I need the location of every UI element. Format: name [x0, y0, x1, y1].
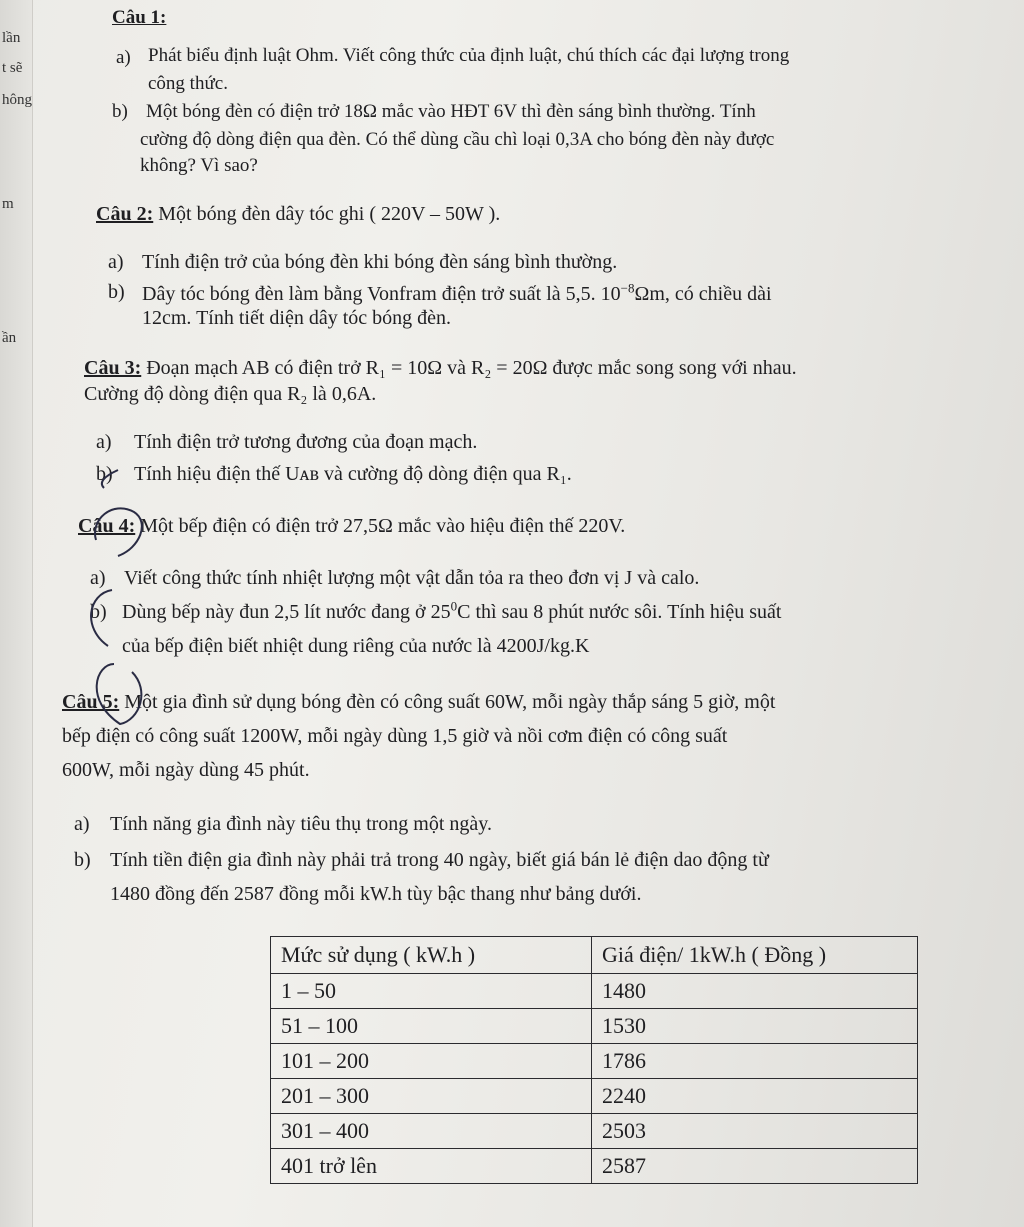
item-text: Tính năng gia đình này tiêu thụ trong một ngày.	[110, 813, 492, 835]
margin-fragment: ần	[2, 330, 17, 346]
table-row	[271, 1114, 918, 1149]
question-title: Câu 4:	[78, 515, 136, 537]
margin-fragment: t sẽ	[2, 60, 23, 76]
question-intro-text: 600W, mỗi ngày dùng 45 phút.	[62, 759, 310, 781]
table-row	[271, 1149, 918, 1184]
table-cell: 1 – 50	[271, 974, 592, 1009]
item-label: a)	[74, 813, 90, 835]
table-cell: 1786	[592, 1044, 918, 1079]
item-text: Viết công thức tính nhiệt lượng một vật dẫn tỏa ra theo đơn vị J và calo.	[124, 567, 700, 589]
question-intro-text: Cường độ dòng điện qua R₂ là 0,6A.	[84, 383, 377, 405]
table-row	[271, 1044, 918, 1079]
item-label: b)	[108, 281, 125, 303]
question-title: Câu 5:	[62, 691, 120, 713]
table-row	[271, 974, 918, 1009]
item-label: a)	[108, 251, 124, 273]
item-text-part: C thì sau 8 phút nước sôi. Tính hiệu suất	[457, 601, 782, 623]
margin-fragment: lần	[2, 30, 21, 46]
item-label: b)	[96, 463, 113, 485]
question-intro	[84, 356, 797, 380]
item-text: Tính điện trở của bóng đèn khi bóng đèn sáng bình thường.	[142, 251, 618, 273]
table-cell: 2240	[592, 1079, 918, 1114]
price-table	[270, 936, 918, 1184]
question-intro	[78, 514, 625, 538]
question-title: Câu 3:	[84, 357, 142, 379]
item-text-part: Dùng bếp này đun 2,5 lít nước đang ở 25	[122, 601, 451, 623]
table-header-cell: Giá điện/ 1kW.h ( Đồng )	[592, 937, 918, 974]
item-text-part: Dây tóc bóng đèn làm bằng Vonfram điện trở suất là 5,5. 10	[142, 283, 621, 305]
table-header-cell: Mức sử dụng ( kW.h )	[271, 937, 592, 974]
item-text: Một bóng đèn có điện trở 18Ω mắc vào HĐT 6V thì đèn sáng bình thường. Tính	[146, 101, 756, 122]
price-table-grid	[270, 936, 918, 1184]
item-text: Tính hiệu điện thế Uᴀʙ và cường độ dòng điện qua R₁.	[134, 463, 572, 485]
left-margin-strip	[0, 0, 33, 1227]
item-label: a)	[116, 47, 131, 68]
table-cell: 1530	[592, 1009, 918, 1044]
table-cell: 2503	[592, 1114, 918, 1149]
item-text: 1480 đồng đến 2587 đồng mỗi kW.h tùy bậc thang như bảng dưới.	[110, 883, 642, 905]
question-intro-text: Một gia đình sử dụng bóng đèn có công suất 60W, mỗi ngày thắp sáng 5 giờ, một	[119, 691, 776, 713]
exponent: 0	[450, 598, 458, 614]
item-text: của bếp điện biết nhiệt dung riêng của nước là 4200J/kg.K	[122, 635, 590, 657]
table-header-row	[271, 937, 918, 974]
margin-fragment: m	[2, 196, 14, 212]
item-label: b)	[74, 849, 91, 871]
item-text: cường độ dòng điện qua đèn. Có thể dùng cầu chì loại 0,3A cho bóng đèn này được	[140, 129, 775, 150]
item-text: Tính tiền điện gia đình này phải trả trong 40 ngày, biết giá bán lẻ điện dao động từ	[110, 849, 769, 871]
margin-fragment: hông	[2, 92, 32, 108]
table-row	[271, 1009, 918, 1044]
item-text: công thức.	[148, 73, 228, 94]
item-text: Tính điện trở tương đương của đoạn mạch.	[134, 431, 478, 453]
item-text: không? Vì sao?	[140, 155, 258, 176]
question-intro-text: Một bóng đèn dây tóc ghi ( 220V – 50W ).	[153, 203, 501, 225]
question-intro	[96, 202, 500, 226]
item-label: b)	[112, 101, 128, 122]
item-text: 12cm. Tính tiết diện dây tóc bóng đèn.	[142, 307, 452, 329]
item-text: Phát biểu định luật Ohm. Viết công thức của định luật, chú thích các đại lượng trong	[148, 45, 790, 66]
question-title: Câu 2:	[96, 203, 154, 225]
item-text	[142, 282, 772, 306]
question-intro-text: bếp điện có công suất 1200W, mỗi ngày dùng 1,5 giờ và nồi cơm điện có công suất	[62, 725, 728, 747]
table-cell: 51 – 100	[271, 1009, 592, 1044]
item-text-part: Ωm, có chiều dài	[634, 283, 772, 305]
table-cell: 2587	[592, 1149, 918, 1184]
table-cell: 401 trở lên	[271, 1149, 592, 1184]
item-label: a)	[90, 567, 106, 589]
question-intro-text: Đoạn mạch AB có điện trở R₁ = 10Ω và R₂ = 20Ω được mắc song song với nhau.	[141, 357, 797, 379]
item-text	[122, 600, 782, 624]
item-label: a)	[96, 431, 112, 453]
exponent: −8	[620, 280, 635, 296]
table-cell: 301 – 400	[271, 1114, 592, 1149]
item-label: b)	[90, 601, 107, 623]
question-intro	[62, 690, 775, 714]
table-cell: 201 – 300	[271, 1079, 592, 1114]
question-intro-text: Một bếp điện có điện trở 27,5Ω mắc vào hiệu điện thế 220V.	[135, 515, 626, 537]
table-cell: 101 – 200	[271, 1044, 592, 1079]
table-cell: 1480	[592, 974, 918, 1009]
table-row	[271, 1079, 918, 1114]
question-title: Câu 1:	[112, 7, 167, 28]
